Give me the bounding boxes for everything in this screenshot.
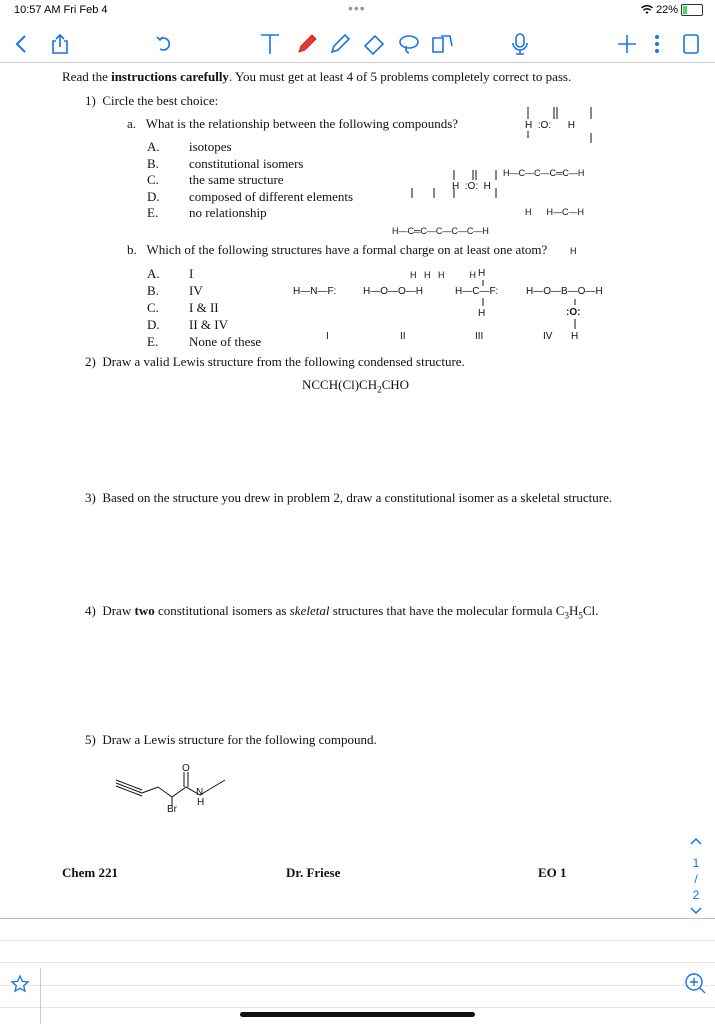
q4-part: Draw [102, 603, 135, 618]
q3-number: 3) [85, 490, 96, 505]
structure-IV-h: H [571, 331, 579, 342]
choice-letter: B. [147, 283, 159, 298]
s2-mid: H—C═C—C—C—C—H [392, 226, 489, 236]
q4-number: 4) [85, 603, 96, 618]
q1-number: 1) [85, 93, 96, 108]
question-2 [85, 354, 465, 370]
q5-atom-h: H [197, 797, 205, 808]
toolbar-divider [0, 62, 715, 63]
status-time: 10:57 AM Fri Feb 4 [14, 4, 108, 16]
intro-bold: instructions carefully [111, 69, 229, 84]
choice[interactable] [147, 139, 353, 156]
choice[interactable] [147, 189, 353, 206]
q1a-letter: a. [127, 116, 137, 131]
q4-part: constitutional isomers as [154, 603, 290, 618]
multitask-dots[interactable]: ••• [348, 0, 366, 16]
q5-atom-n: N [196, 787, 204, 798]
choice[interactable] [147, 172, 353, 189]
label-IV: IV [543, 331, 553, 342]
choice-text: II & IV [189, 317, 228, 332]
wifi-icon [641, 5, 653, 15]
more-icon[interactable] [648, 30, 666, 58]
shapes-tool-icon[interactable] [428, 30, 456, 58]
structure-IV: H—O—B—O—H [526, 286, 603, 297]
footer-instructor: Dr. Friese [286, 865, 341, 880]
question-3 [85, 490, 612, 506]
choice-text: I [189, 266, 194, 281]
favorite-star-icon[interactable] [10, 974, 30, 999]
page-down-chevron-icon[interactable] [688, 903, 704, 919]
q5-text: Draw a Lewis structure for the following compound. [102, 732, 377, 747]
s1-top: H :O: H [525, 120, 576, 131]
add-icon[interactable] [614, 30, 640, 58]
q4-sub: 5 [578, 610, 583, 621]
choice-text: isotopes [189, 139, 232, 154]
footer-course: Chem 221 [62, 865, 118, 880]
choice-letter: E. [147, 334, 159, 349]
page-total: 2 [692, 888, 700, 902]
status-bar [0, 0, 715, 22]
undo-icon[interactable] [153, 32, 177, 56]
choice-text: None of these [189, 334, 262, 349]
choice[interactable] [147, 333, 261, 350]
share-icon[interactable] [48, 32, 72, 56]
eraser-tool-icon[interactable] [360, 30, 388, 58]
text-tool-icon[interactable] [257, 30, 283, 58]
choice[interactable] [147, 316, 261, 333]
q4-part: structures that have the molecular formula C [329, 603, 565, 618]
structure-I: H—N—F: [293, 286, 337, 297]
label-II: II [400, 331, 406, 342]
choice-text: I & II [189, 300, 219, 315]
q1a-choices [147, 139, 353, 222]
q1a-text: What is the relationship between the following compounds? [145, 116, 459, 131]
structure-II: H—O—O—H [363, 286, 423, 297]
s1-mid: H—C—C—C═C—H [503, 168, 585, 178]
battery-fill [683, 6, 687, 14]
choice-letter: E. [147, 205, 159, 220]
q5-atom-o: O [182, 763, 190, 774]
highlighter-tool-icon[interactable] [326, 30, 354, 58]
q4-bold: two [134, 603, 155, 618]
battery-icon [681, 4, 703, 16]
structure-III-bot: H [478, 308, 486, 319]
pen-tool-icon[interactable] [293, 30, 321, 58]
label-I: I [326, 331, 329, 342]
q1b-text: Which of the following structures have a formal charge on at least one atom? [146, 242, 548, 257]
status-right [641, 4, 703, 16]
s1-bot: H H—C—H [525, 207, 585, 217]
choice-text: IV [189, 283, 203, 298]
choice-text: the same structure [189, 172, 284, 187]
choice[interactable] [147, 299, 261, 316]
sidebar-divider [40, 968, 41, 1024]
choice-letter: C. [147, 300, 159, 315]
s1-h: H [570, 246, 577, 256]
choice[interactable] [147, 156, 353, 173]
page-up-chevron-icon[interactable] [688, 833, 704, 849]
choice-text: constitutional isomers [189, 155, 304, 171]
structure-IV-bonds [572, 297, 578, 333]
s2-top: H :O: H [452, 181, 491, 192]
q1-text: Circle the best choice: [102, 93, 219, 108]
formula-part: NCCH(Cl)CH [302, 377, 378, 392]
structure-IV-o: :O: [566, 307, 581, 318]
page-separator: / [694, 872, 698, 886]
home-indicator[interactable] [240, 1012, 475, 1017]
q3-text: Based on the structure you drew in problem 2, draw a constitutional isomer as a skeletal structure. [102, 490, 613, 505]
page-navigator [688, 833, 704, 919]
pages-icon[interactable] [678, 30, 704, 58]
intro-text-end: . You must get at least 4 of 5 problems completely correct to pass. [228, 69, 572, 84]
question-4 [85, 603, 598, 624]
footer-exam: EO 1 [538, 865, 567, 880]
s2-bot: H H H H [410, 270, 477, 280]
microphone-icon[interactable] [507, 30, 533, 58]
q5-atom-br: Br [167, 804, 177, 815]
formula-sub: 2 [377, 384, 382, 395]
question-1 [85, 93, 218, 109]
formula-part: CHO [381, 377, 410, 392]
question-1b [127, 242, 547, 258]
structure-2-bonds [410, 168, 510, 204]
q4-part: Cl. [582, 603, 599, 618]
choice-letter: D. [147, 317, 160, 332]
page-edge [0, 918, 715, 919]
choice-letter: C. [147, 172, 159, 187]
choice-text: composed of different elements [189, 188, 354, 204]
structure-III-top: H [478, 268, 486, 279]
choice-letter: B. [147, 155, 159, 171]
q1b-choices [147, 265, 261, 350]
choice[interactable] [147, 282, 261, 299]
q5-number: 5) [85, 732, 96, 747]
q2-number: 2) [85, 354, 96, 369]
structure-1-bonds [520, 105, 610, 145]
lasso-tool-icon[interactable] [395, 30, 423, 58]
structure-III: H—C—F: [455, 286, 499, 297]
instructions-line [62, 69, 571, 85]
choice[interactable] [147, 265, 261, 282]
choice-letter: D. [147, 188, 160, 204]
choice-text: no relationship [189, 205, 267, 220]
choice-letter: A. [147, 266, 160, 281]
q4-sub: 3 [564, 610, 569, 621]
label-III: III [475, 331, 484, 342]
structure-III-bonds [480, 278, 486, 310]
choice[interactable] [147, 205, 353, 222]
back-chevron-icon[interactable] [10, 32, 32, 56]
zoom-in-icon[interactable] [684, 972, 706, 999]
battery-percent: 22% [655, 4, 678, 16]
q4-italic: skeletal [289, 603, 330, 618]
choice-letter: A. [147, 139, 160, 154]
q2-formula [302, 377, 409, 398]
question-5 [85, 732, 377, 748]
intro-text: Read the [62, 69, 112, 84]
q4-part: H [568, 603, 579, 618]
question-1a [127, 116, 458, 132]
toolbar [0, 28, 715, 60]
page-current: 1 [692, 856, 700, 870]
q2-text: Draw a valid Lewis structure from the following condensed structure. [102, 354, 465, 369]
q1b-letter: b. [127, 242, 137, 257]
